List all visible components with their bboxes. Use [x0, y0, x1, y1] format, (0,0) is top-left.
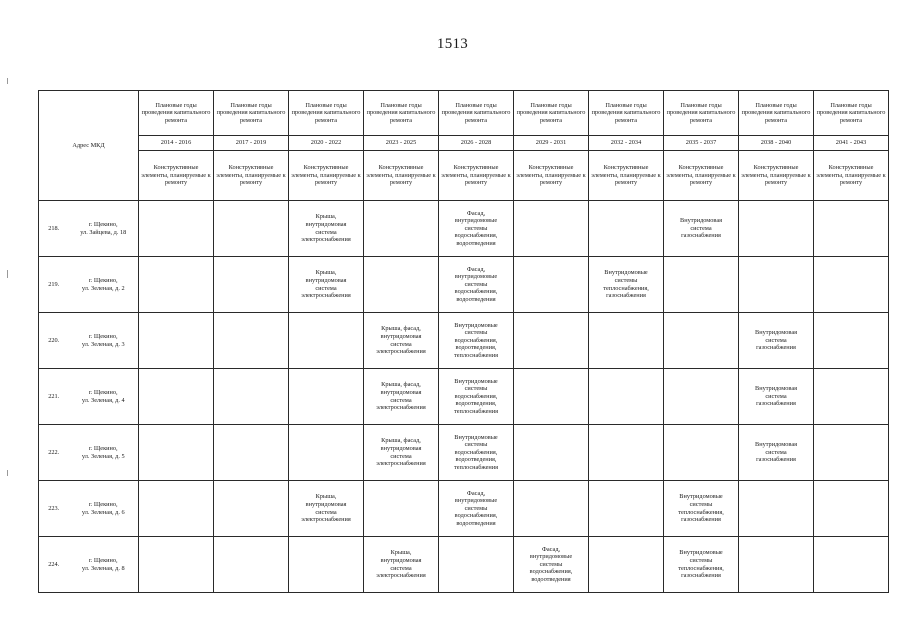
elements-header-cell: Конструктивные элементы, планируемые к ремонту: [364, 151, 439, 201]
empty-cell: [814, 425, 889, 481]
empty-cell: [289, 369, 364, 425]
repair-work-cell: Внутридомовая система газоснабжения: [664, 201, 739, 257]
year-range-cell: 2032 - 2034: [589, 136, 664, 151]
empty-cell: [589, 537, 664, 593]
empty-cell: [739, 481, 814, 537]
repair-work-cell: Внутридомовая система газоснабжения: [739, 425, 814, 481]
elements-header-cell: Конструктивные элементы, планируемые к ремонту: [589, 151, 664, 201]
empty-cell: [664, 425, 739, 481]
building-address: г. Щекино, ул. Зеленая, д. 6: [69, 481, 139, 537]
empty-cell: [514, 481, 589, 537]
empty-cell: [664, 313, 739, 369]
table-row: [39, 257, 889, 313]
period-header-cell: Плановые годы проведения капитального ремонта: [289, 91, 364, 136]
year-range-cell: 2017 - 2019: [214, 136, 289, 151]
empty-cell: [139, 257, 214, 313]
empty-cell: [289, 537, 364, 593]
empty-cell: [289, 313, 364, 369]
elements-header-cell: Конструктивные элементы, планируемые к ремонту: [289, 151, 364, 201]
repair-work-cell: Крыша, внутридомовая система электроснабжения: [289, 201, 364, 257]
repair-work-cell: Внутридомовая система газоснабжения: [739, 313, 814, 369]
table-row: [39, 201, 889, 257]
elements-header-row: [39, 151, 889, 201]
elements-header-cell: Конструктивные элементы, планируемые к ремонту: [664, 151, 739, 201]
elements-header-cell: Конструктивные элементы, планируемые к ремонту: [814, 151, 889, 201]
empty-cell: [514, 425, 589, 481]
elements-header-cell: Конструктивные элементы, планируемые к ремонту: [214, 151, 289, 201]
empty-cell: [589, 425, 664, 481]
empty-cell: [214, 257, 289, 313]
repair-work-cell: Внутридомовая система газоснабжения: [739, 369, 814, 425]
table-row: [39, 313, 889, 369]
page-number: 1513: [436, 36, 469, 52]
empty-cell: [589, 313, 664, 369]
empty-cell: [739, 537, 814, 593]
empty-cell: [139, 481, 214, 537]
empty-cell: [289, 425, 364, 481]
building-address: г. Щекино, ул. Зеленая, д. 2: [69, 257, 139, 313]
empty-cell: [139, 369, 214, 425]
years-row: [39, 136, 889, 151]
empty-cell: [214, 313, 289, 369]
period-header-cell: Плановые годы проведения капитального ремонта: [589, 91, 664, 136]
building-address: г. Щекино, ул. Зеленая, д. 8: [69, 537, 139, 593]
year-range-cell: 2020 - 2022: [289, 136, 364, 151]
empty-cell: [364, 481, 439, 537]
building-address: г. Щекино, ул. Зеленая, д. 5: [69, 425, 139, 481]
period-header-cell: Плановые годы проведения капитального ремонта: [364, 91, 439, 136]
repair-work-cell: Фасад, внутридомовые системы водоснабжения, водоотведения: [439, 201, 514, 257]
repair-work-cell: Крыша, фасад, внутридомовая система электроснабжения: [364, 369, 439, 425]
empty-cell: [814, 537, 889, 593]
empty-cell: [814, 481, 889, 537]
empty-cell: [514, 201, 589, 257]
repair-work-cell: Фасад, внутридомовые системы водоснабжения, водоотведения: [514, 537, 589, 593]
empty-cell: [214, 425, 289, 481]
period-header-cell: Плановые годы проведения капитального ремонта: [514, 91, 589, 136]
empty-cell: [139, 201, 214, 257]
period-header-cell: Плановые годы проведения капитального ремонта: [214, 91, 289, 136]
period-header-cell: Плановые годы проведения капитального ремонта: [664, 91, 739, 136]
row-number: 218.: [39, 201, 69, 257]
period-header-cell: Плановые годы проведения капитального ремонта: [139, 91, 214, 136]
period-header-cell: Плановые годы проведения капитального ремонта: [439, 91, 514, 136]
table-row: [39, 369, 889, 425]
empty-cell: [514, 313, 589, 369]
empty-cell: [814, 369, 889, 425]
margin-mark: [7, 78, 8, 84]
repair-work-cell: Внутридомовые системы теплоснабжения, газоснабжения: [664, 481, 739, 537]
row-number: 222.: [39, 425, 69, 481]
empty-cell: [139, 313, 214, 369]
repair-work-cell: Крыша, внутридомовая система электроснабжения: [289, 481, 364, 537]
empty-cell: [589, 201, 664, 257]
empty-cell: [814, 257, 889, 313]
repair-work-cell: Внутридомовые системы теплоснабжения, газоснабжения: [589, 257, 664, 313]
table-row: [39, 481, 889, 537]
repair-work-cell: Внутридомовые системы водоснабжения, водоотведения, теплоснабжения: [439, 425, 514, 481]
empty-cell: [514, 369, 589, 425]
period-header-row: [39, 91, 889, 136]
empty-cell: [664, 257, 739, 313]
empty-cell: [589, 369, 664, 425]
capital-repair-schedule-table: [38, 90, 889, 593]
table-row: [39, 425, 889, 481]
period-header-cell: Плановые годы проведения капитального ремонта: [814, 91, 889, 136]
elements-header-cell: Конструктивные элементы, планируемые к ремонту: [439, 151, 514, 201]
year-range-cell: 2023 - 2025: [364, 136, 439, 151]
empty-cell: [739, 201, 814, 257]
repair-work-cell: Фасад, внутридомовые системы водоснабжения, водоотведения: [439, 257, 514, 313]
repair-work-cell: Внутридомовые системы теплоснабжения, газоснабжения: [664, 537, 739, 593]
repair-work-cell: Внутридомовые системы водоснабжения, водоотведения, теплоснабжения: [439, 369, 514, 425]
building-address: г. Щекино, ул. Зеленая, д. 4: [69, 369, 139, 425]
address-column-header: Адрес МКД: [39, 91, 139, 201]
building-address: г. Щекино, ул. Зайцева, д. 18: [69, 201, 139, 257]
empty-cell: [739, 257, 814, 313]
empty-cell: [589, 481, 664, 537]
building-address: г. Щекино, ул. Зеленая, д. 3: [69, 313, 139, 369]
repair-work-cell: Крыша, внутридомовая система электроснабжения: [289, 257, 364, 313]
elements-header-cell: Конструктивные элементы, планируемые к ремонту: [739, 151, 814, 201]
repair-work-cell: Крыша, фасад, внутридомовая система электроснабжения: [364, 425, 439, 481]
empty-cell: [364, 257, 439, 313]
row-number: 223.: [39, 481, 69, 537]
empty-cell: [214, 481, 289, 537]
year-range-cell: 2026 - 2028: [439, 136, 514, 151]
repair-work-cell: Фасад, внутридомовые системы водоснабжения, водоотведения: [439, 481, 514, 537]
elements-header-cell: Конструктивные элементы, планируемые к ремонту: [139, 151, 214, 201]
year-range-cell: 2035 - 2037: [664, 136, 739, 151]
empty-cell: [439, 537, 514, 593]
elements-header-cell: Конструктивные элементы, планируемые к ремонту: [514, 151, 589, 201]
margin-mark: [7, 270, 8, 278]
empty-cell: [214, 201, 289, 257]
period-header-cell: Плановые годы проведения капитального ремонта: [739, 91, 814, 136]
empty-cell: [139, 425, 214, 481]
year-range-cell: 2029 - 2031: [514, 136, 589, 151]
table-row: [39, 537, 889, 593]
year-range-cell: 2014 - 2016: [139, 136, 214, 151]
row-number: 219.: [39, 257, 69, 313]
year-range-cell: 2041 - 2043: [814, 136, 889, 151]
margin-mark: [7, 470, 8, 476]
empty-cell: [814, 201, 889, 257]
empty-cell: [214, 369, 289, 425]
empty-cell: [214, 537, 289, 593]
repair-work-cell: Крыша, внутридомовая система электроснабжения: [364, 537, 439, 593]
empty-cell: [364, 201, 439, 257]
repair-work-cell: Крыша, фасад, внутридомовая система электроснабжения: [364, 313, 439, 369]
row-number: 224.: [39, 537, 69, 593]
empty-cell: [139, 537, 214, 593]
row-number: 221.: [39, 369, 69, 425]
row-number: 220.: [39, 313, 69, 369]
repair-work-cell: Внутридомовые системы водоснабжения, водоотведения, теплоснабжения: [439, 313, 514, 369]
empty-cell: [514, 257, 589, 313]
year-range-cell: 2038 - 2040: [739, 136, 814, 151]
empty-cell: [814, 313, 889, 369]
empty-cell: [664, 369, 739, 425]
